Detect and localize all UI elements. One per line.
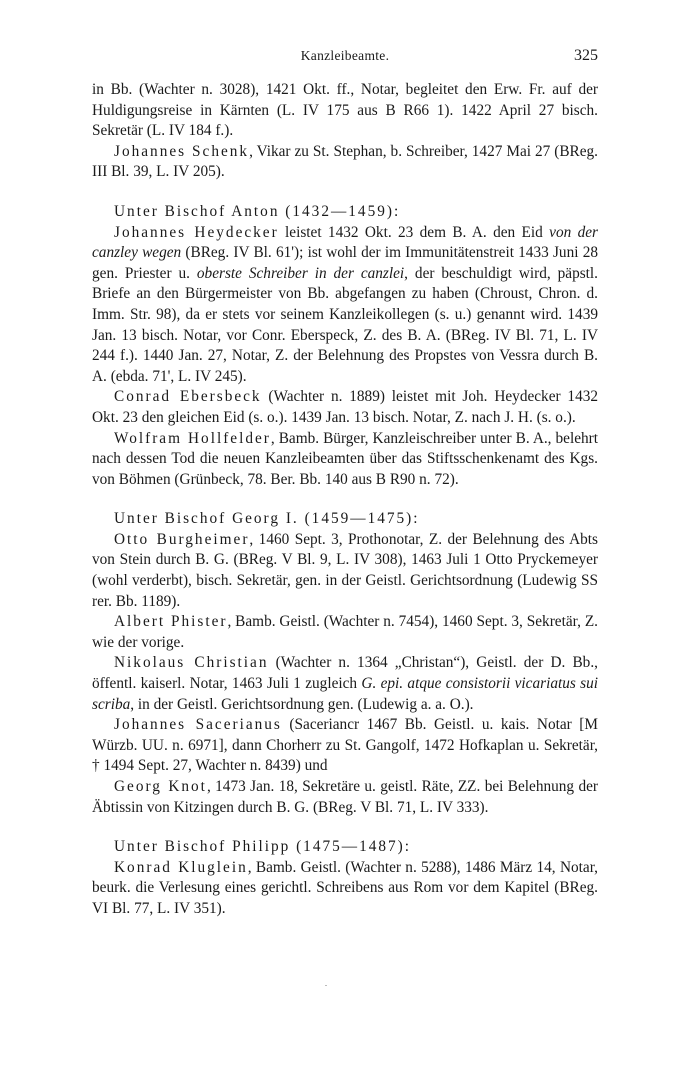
section-heading-philipp [92,837,598,858]
person-name: Otto Burgheimer [114,530,250,548]
section-heading-georg [92,509,598,530]
section-heading-text: Unter Bischof Philipp (1475—1487): [114,838,412,856]
quoted-phrase: von der canzley wegen [92,223,598,262]
quoted-phrase: oberste Schreiber in der canzlei [196,264,405,282]
entry-text: (Wachter n. 1364 „Christan“), Geistl. der D. Bb., öffentl. kaiserl. Notar, 1463 Juli 1 zugleich [92,654,598,693]
person-name: Wolfram Hollfelder [114,429,271,447]
entry-schenk [92,142,598,183]
entry-text: , 1473 Jan. 18, Sekretäre u. geistl. Räte, ZZ. bei Belehnung der Äbtissin von Kitzingen durch B. G. (BReg. V Bl. 71, L. IV 333). [92,778,598,816]
entry-text: , Bamb. Geistl. (Wachter n. 7454), 1460 Sept. 3, Sekretär, Z. wie der vorige. [92,613,598,651]
entry-heydecker [92,223,598,388]
entry-kluglein [92,858,598,920]
entry-sacerianus [92,715,598,777]
running-title: Kanzleibeamte. [300,48,390,63]
section-heading-text: Unter Bischof Georg I. (1459—1475): [114,510,420,528]
entry-text: (Wachter n. 1889) leistet mit Joh. Heydecker 1432 Okt. 23 den gleichen Eid (s. o.). 1439 Jan. 13 bisch. Notar, Z. nach J. H. (s. o.). [92,388,599,426]
entry-text: leistet 1432 Okt. 23 dem B. A. den Eid [278,223,550,241]
page-header [92,48,598,68]
entry-hollfelder [92,429,598,491]
entry-text: (BReg. IV Bl. 61'); ist wohl der im Immunitätenstreit 1433 Juni 28 gen. Priester u. [92,244,598,282]
entry-knot [92,777,598,818]
intro-text: in Bb. (Wachter n. 3028), 1421 Okt. ff., Notar, begleitet den Erw. Fr. auf der Huldigungsreise in Kärnten (L. IV 175 aus B R66 1). 1422 April 27 bisch. Sekretär (L. IV 184 f.). [92,81,598,140]
entry-text: , 1460 Sept. 3, Prothonotar, Z. der Belehnung des Abts von Stein durch B. G. (BReg. V Bl. 9, L. IV 308), 1463 Juli 1 Otto Pryckemeyer (wohl verderbt), bisch. Sekretär, gen. in der Geistl. Gerichtsordnung (Ludewig SS rer. Bb. 1189). [92,530,599,610]
intro-paragraph [92,80,598,142]
entry-text: , Bamb. Geistl. (Wachter n. 5288), 1486 März 14, Notar, beurk. die Verlesung eines gerichtl. Schreibens aus Rom vor dem Kapitel (BReg. VI Bl. 77, L. IV 351). [92,858,598,917]
person-name: Konrad Kluglein [114,858,248,876]
entry-text: (Saceriancr 1467 Bb. Geistl. u. kais. Notar [M Würzb. UU. n. 6971], dann Chorherr zu St. Gangolf, 1472 Hofkaplan u. Sekretär, † 1494 Sept. 27, Wachter n. 8439) und [92,716,598,775]
paper-speck [325,985,327,986]
person-name: Johannes Schenk [114,142,250,160]
entry-ebersbeck [92,387,598,428]
person-name: Georg Knot [114,778,207,795]
entry-christian [92,653,598,715]
person-name: Johannes Heydecker [114,223,279,241]
entry-text: , der beschuldigt wird, päpstl. Briefe an den Bürgermeister von Bb. abgefangen zu haben (Chroust, Chron. d. Imm. Str. 98), da er stets vor seinem Kanzleikollegen (s. u.) genannt wird. 1439 Jan. 13 bisch. Notar, vor Conr. Eberspeck, Z. des B. A. (BReg. IV Bl. 71, L. IV 244 f.). 1440 Jan. 27, Notar, Z. der Belehnung des Propstes von Vessra durch B. A. (ebda. 71', L. IV 245). [92,264,598,385]
section-heading-anton [92,202,598,223]
entry-burgheimer [92,530,598,612]
entry-phister [92,612,598,653]
person-name: Johannes Sacerianus [114,716,282,734]
quoted-phrase: G. epi. atque consistorii vicariatus sui scriba [92,675,598,713]
page-number: 325 [574,47,598,64]
entry-text: , in der Geistl. Gerichtsordnung gen. (Ludewig a. a. O.). [130,695,474,713]
section-heading-text: Unter Bischof Anton (1432—1459): [114,202,401,220]
person-name: Albert Phister [114,613,228,631]
person-name: Nikolaus Christian [114,654,269,672]
entry-text: , Bamb. Bürger, Kanzleischreiber unter B. A., belehrt nach dessen Tod die neuen Kanzleibeamten über das Stiftsschenkenamt des Kgs. von Böhmen (Grünbeck, 78. Ber. Bb. 140 aus B R90 n. 72). [92,429,598,488]
entry-text: , Vikar zu St. Stephan, b. Schreiber, 1427 Mai 27 (BReg. III Bl. 39, L. IV 205). [92,142,598,181]
page-body [92,80,598,920]
person-name: Conrad Ebersbeck [114,388,262,406]
